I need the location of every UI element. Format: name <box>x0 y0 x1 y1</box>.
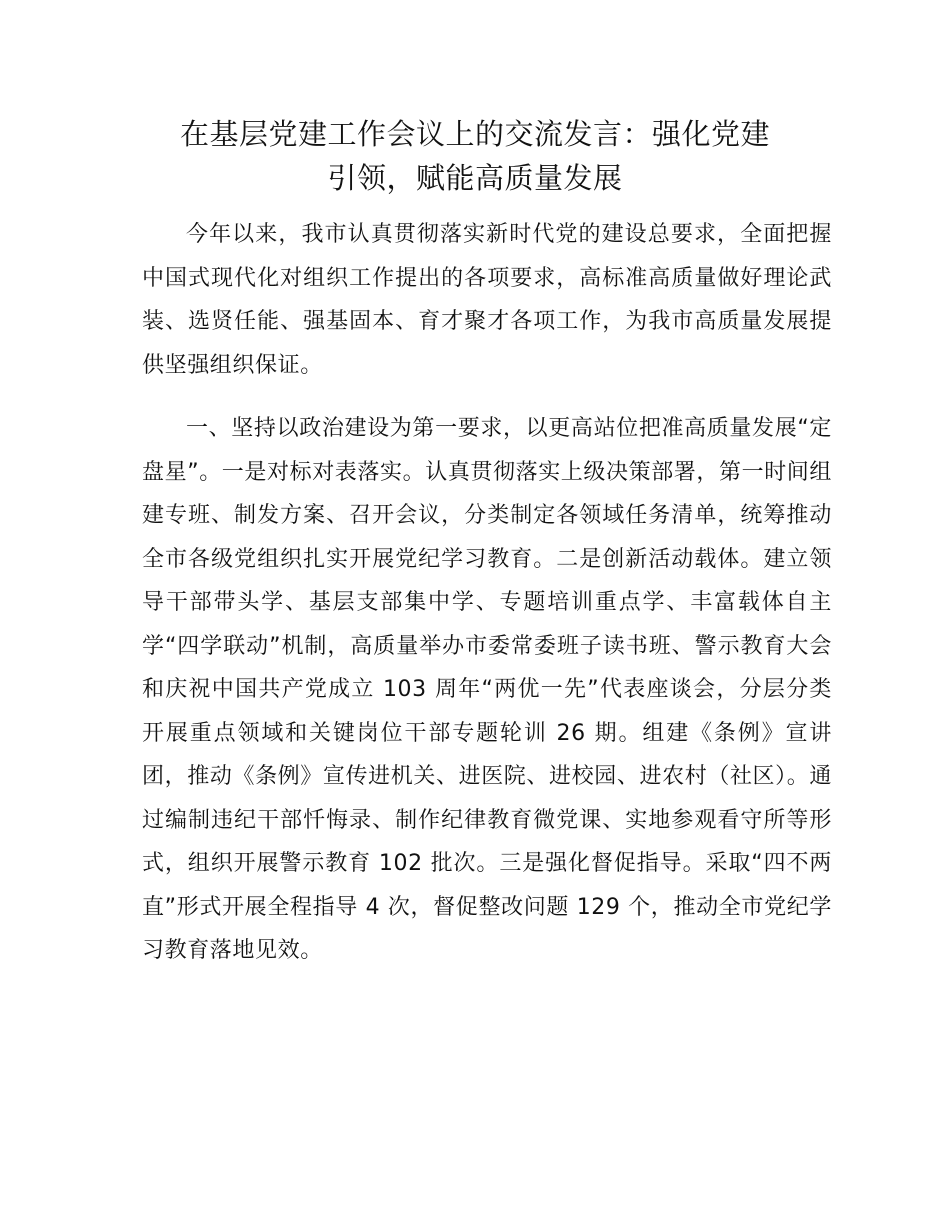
document-body <box>142 213 832 993</box>
title-line-2: 引领，赋能高质量发展 <box>327 161 623 195</box>
title-line-1: 在基层党建工作会议上的交流发言：强化党建 <box>179 117 770 151</box>
paragraph-section-1: 一、坚持以政治建设为第一要求，以更高站位把准高质量发展“定盘星”。一是对标对表落实。认真贯彻落实上级决策部署，第一时间组建专班、制发方案、召开会议，分类制定各领域任务清单，统筹推动全市各级党组织扎实开展党纪学习教育。二是创新活动载体。建立领导干部带头学、基层支部集中学、专题培训重点学、丰富载体自主学“四学联动”机制，高质量举办市委常委班子读书班、警示教育大会和庆祝中国共产党成立 103 周年“两优一先”代表座谈会，分层分类开展重点领域和关键岗位干部专题轮训 26 期。组建《条例》宣讲团，推动《条例》宣传进机关、进医院、进校园、进农村（社区）。通过编制违纪干部忏悔录、制作纪律教育微党课、实地参观看守所等形式，组织开展警示教育 102 批次。三是强化督促指导。采取“四不两直”形式开展全程指导 4 次，督促整改问题 129 个，推动全市党纪学习教育落地见效。 <box>142 416 832 963</box>
document-title <box>120 112 830 200</box>
paragraph-intro: 今年以来，我市认真贯彻落实新时代党的建设总要求，全面把握中国式现代化对组织工作提出的各项要求，高标准高质量做好理论武装、选贤任能、强基固本、育才聚才各项工作，为我市高质量发展提供坚强组织保证。 <box>142 222 832 378</box>
